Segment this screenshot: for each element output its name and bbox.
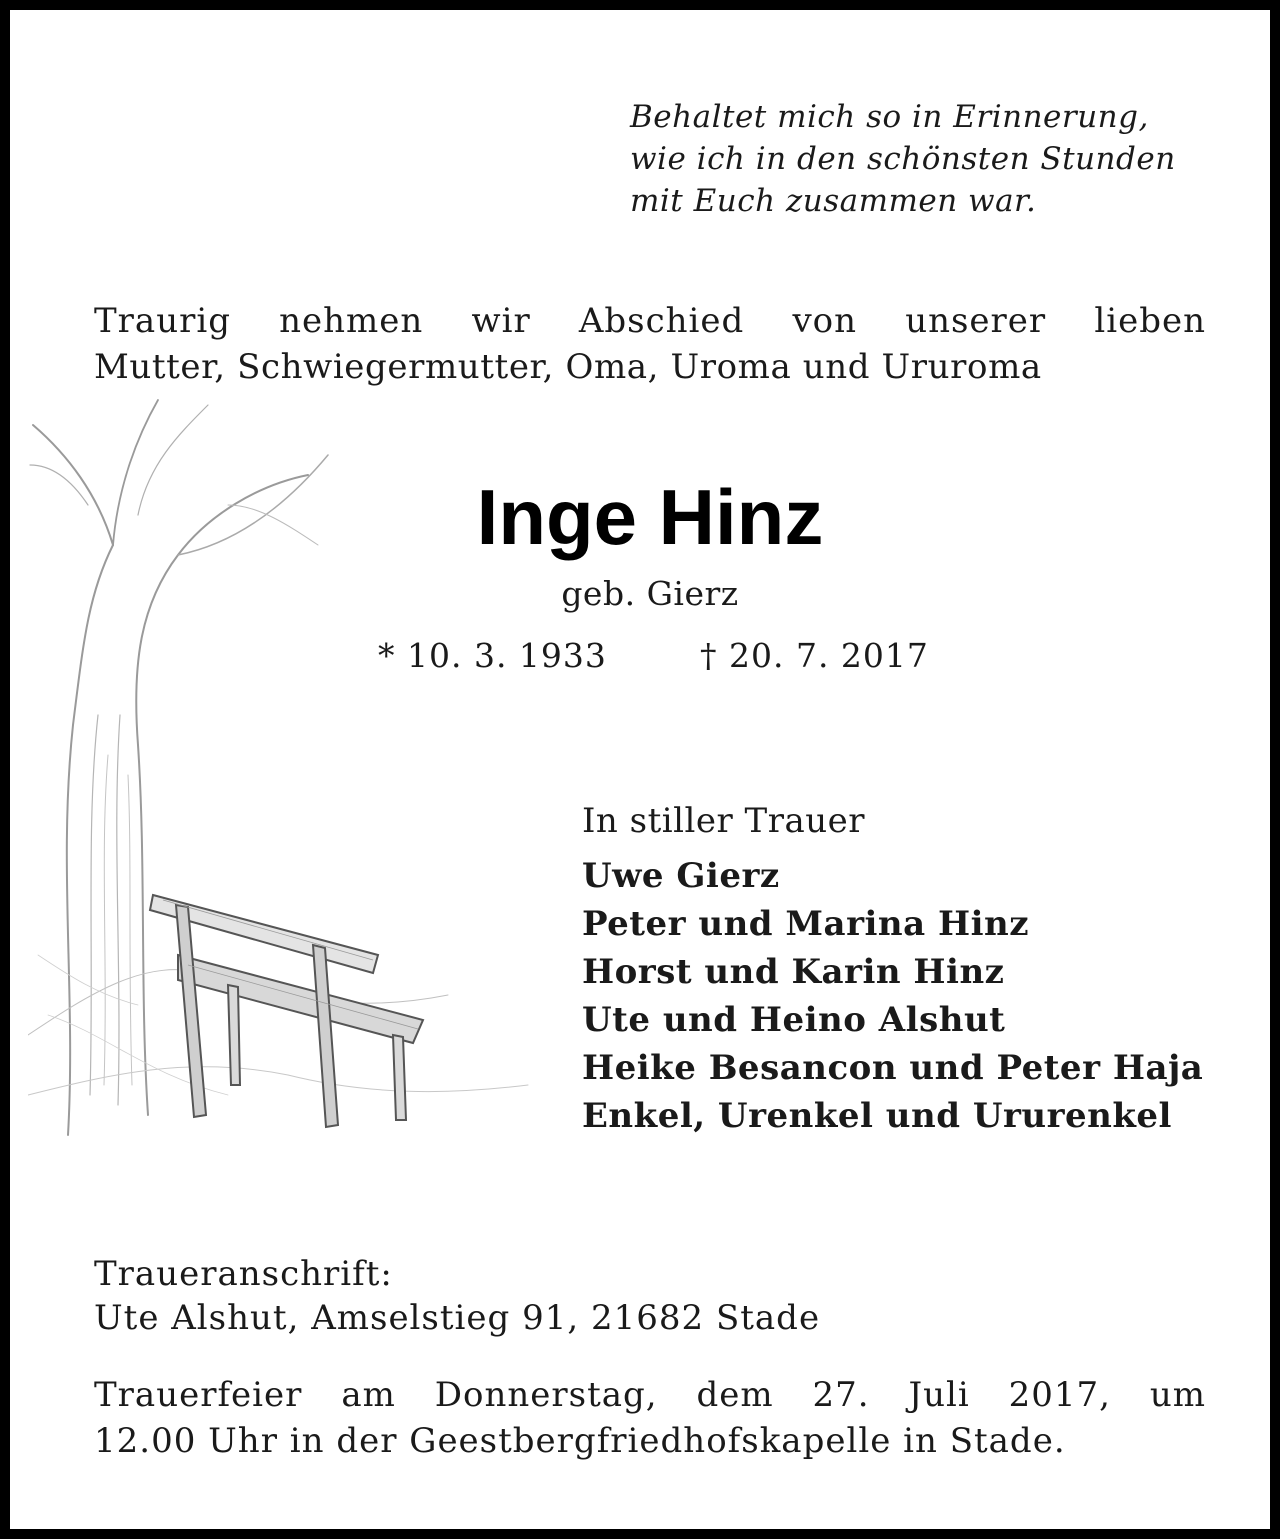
mourner-name: Peter und Marina Hinz [582,904,1030,944]
quote-line: Behaltet mich so in Erinnerung, [630,99,1149,135]
memorial-quote [630,96,1176,222]
address-value: Ute Alshut, Amselstieg 91, 21682 Stade [94,1298,821,1338]
mourners-list [582,852,1203,1140]
death-date: † 20. 7. 2017 [700,636,929,675]
farewell-intro [94,298,1206,390]
service-line: 12.00 Uhr in der Geestbergfriedhofskapelle in Stade. [94,1421,1066,1461]
mourning-heading: In stiller Trauer [582,801,866,841]
quote-line: wie ich in den schönsten Stunden [630,141,1176,177]
address-label: Traueranschrift: [94,1254,393,1294]
mourner-name: Horst und Karin Hinz [582,952,1005,992]
service-line: Trauerfeier am Donnerstag, dem 27. Juli 2017, um [94,1375,1206,1415]
maiden-name: geb. Gierz [561,574,739,613]
quote-line: mit Euch zusammen war. [630,183,1037,219]
mourner-name: Heike Besancon und Peter Haja [582,1048,1204,1088]
deceased-name [10,472,1280,562]
intro-line: Mutter, Schwiegermutter, Oma, Uroma und Ururoma [94,347,1042,387]
mourner-name: Ute und Heino Alshut [582,1000,1006,1040]
mourner-name: Enkel, Urenkel und Ururenkel [582,1096,1172,1136]
birth-date: * 10. 3. 1933 [378,636,607,675]
funeral-service-info [94,1372,1206,1464]
intro-line: Traurig nehmen wir Abschied von unserer lieben [94,301,1206,341]
mourner-name: Uwe Gierz [582,856,780,896]
deceased-name-text: Inge Hinz [476,473,824,561]
